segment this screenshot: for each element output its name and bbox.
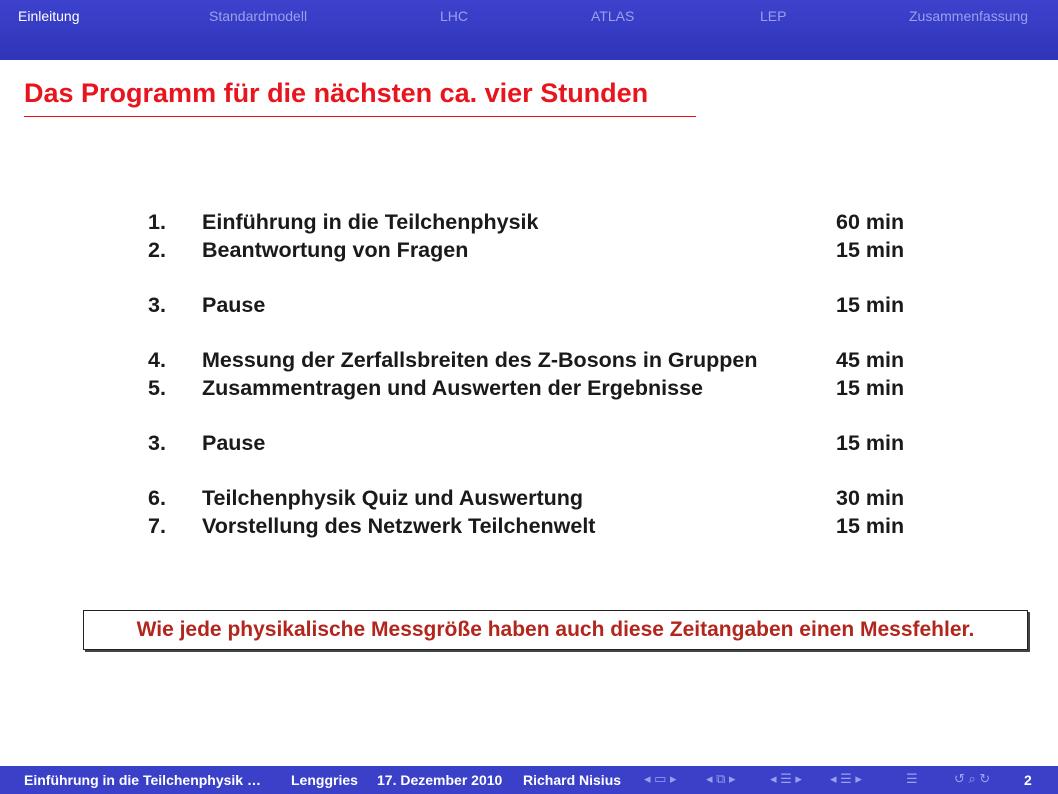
agenda-text: Zusammentragen und Auswerten der Ergebnisse bbox=[202, 376, 703, 400]
presentation-nav-icon[interactable]: ◂ ☰ ▸ bbox=[830, 771, 862, 786]
section-nav-icon[interactable]: ◂ ☰ ▸ bbox=[770, 771, 802, 786]
nav-zusammenfassung[interactable]: Zusammenfassung bbox=[909, 8, 1029, 24]
agenda-text: Teilchenphysik Quiz und Auswertung bbox=[202, 486, 584, 510]
title-underline bbox=[24, 116, 696, 117]
agenda-number: 1. bbox=[148, 210, 166, 234]
agenda-text: Pause bbox=[202, 431, 266, 455]
search-back-forward-icon[interactable]: ↺ ⌕ ↻ bbox=[954, 771, 991, 786]
footer-location: Lenggries bbox=[291, 772, 358, 788]
frame-nav-icon[interactable]: ◂ ▭ ▸ bbox=[644, 771, 677, 786]
footer-talk-title: Einführung in die Teilchenphysik … bbox=[24, 772, 261, 788]
agenda-text: Beantwortung von Fragen bbox=[202, 238, 469, 262]
agenda-duration: 15 min bbox=[836, 514, 905, 538]
agenda-text: Vorstellung des Netzwerk Teilchenwelt bbox=[202, 514, 596, 538]
agenda-number: 6. bbox=[148, 486, 166, 510]
agenda-duration: 45 min bbox=[836, 348, 905, 372]
nav-standardmodell[interactable]: Standardmodell bbox=[209, 8, 308, 24]
agenda-duration: 15 min bbox=[836, 238, 905, 262]
subsection-nav-icon[interactable]: ◂ ⧉ ▸ bbox=[706, 771, 736, 786]
footer-bar bbox=[0, 766, 1058, 794]
agenda-number: 2. bbox=[148, 238, 166, 262]
note-box bbox=[83, 610, 1028, 650]
page-number: 2 bbox=[1024, 772, 1032, 788]
agenda-number: 3. bbox=[148, 431, 166, 455]
agenda-text: Einführung in die Teilchenphysik bbox=[202, 210, 539, 234]
agenda-duration: 60 min bbox=[836, 210, 905, 234]
agenda-number: 3. bbox=[148, 293, 166, 317]
agenda-number: 4. bbox=[148, 348, 166, 372]
agenda-duration: 30 min bbox=[836, 486, 905, 510]
nav-lhc[interactable]: LHC bbox=[440, 8, 469, 24]
agenda-number: 7. bbox=[148, 514, 166, 538]
nav-atlas[interactable]: ATLAS bbox=[591, 8, 635, 24]
agenda-text: Pause bbox=[202, 293, 266, 317]
footer-author: Richard Nisius bbox=[523, 772, 622, 788]
nav-einleitung[interactable]: Einleitung bbox=[18, 8, 80, 24]
nav-lep[interactable]: LEP bbox=[760, 8, 787, 24]
footer-date: 17. Dezember 2010 bbox=[377, 772, 503, 788]
agenda-duration: 15 min bbox=[836, 376, 905, 400]
align-icon[interactable]: ☰ bbox=[906, 771, 918, 786]
section-navigation-bar bbox=[0, 0, 1058, 60]
slide-title: Das Programm für die nächsten ca. vier Stunden bbox=[24, 78, 649, 108]
note-text: Wie jede physikalische Messgröße haben auch diese Zeitangaben einen Messfehler. bbox=[136, 618, 975, 641]
agenda-text: Messung der Zerfallsbreiten des Z-Bosons in Gruppen bbox=[202, 348, 758, 372]
agenda-duration: 15 min bbox=[836, 431, 905, 455]
agenda-number: 5. bbox=[148, 376, 166, 400]
agenda-duration: 15 min bbox=[836, 293, 905, 317]
